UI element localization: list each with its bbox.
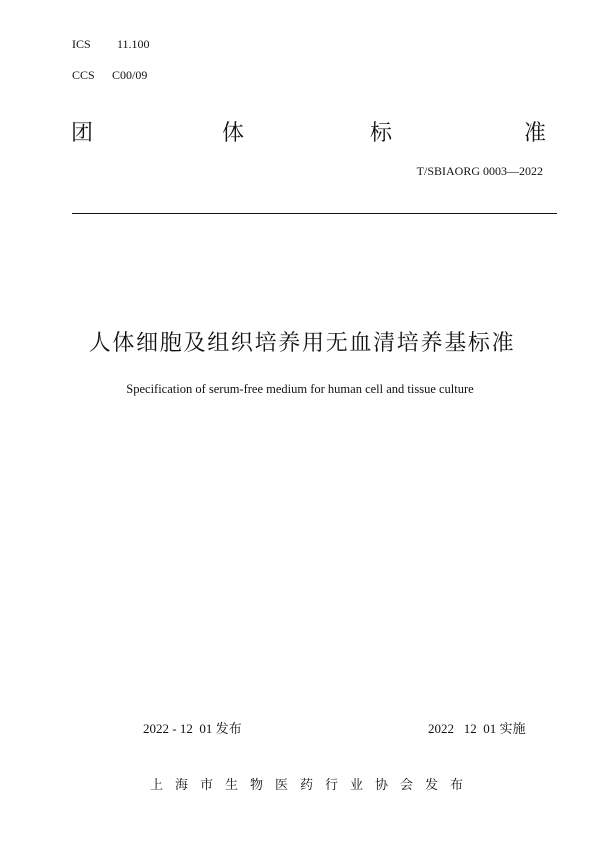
header-char: 准 (524, 121, 547, 146)
document-title-en: Specification of serum-free medium for human cell and tissue culture (126, 382, 474, 396)
issuer: 上海市生物医药行业协会发布 (150, 778, 476, 793)
ccs-label: CCS (72, 68, 95, 82)
header-char: 团 (71, 121, 94, 146)
ics-value: 11.100 (117, 37, 150, 51)
document-title-zh: 人体细胞及组织培养用无血清培养基标准 (88, 331, 516, 356)
publish-date: 2022 - 12 01 发布 (143, 721, 242, 736)
ccs-value: C00/09 (112, 68, 148, 82)
ics-label: ICS (72, 37, 91, 51)
header-char: 体 (222, 121, 245, 146)
standard-number: T/SBIAORG 0003—2022 (416, 164, 543, 178)
implement-date: 2022 12 01 实施 (428, 721, 526, 736)
header-divider (72, 213, 557, 214)
header-char: 标 (370, 121, 393, 146)
